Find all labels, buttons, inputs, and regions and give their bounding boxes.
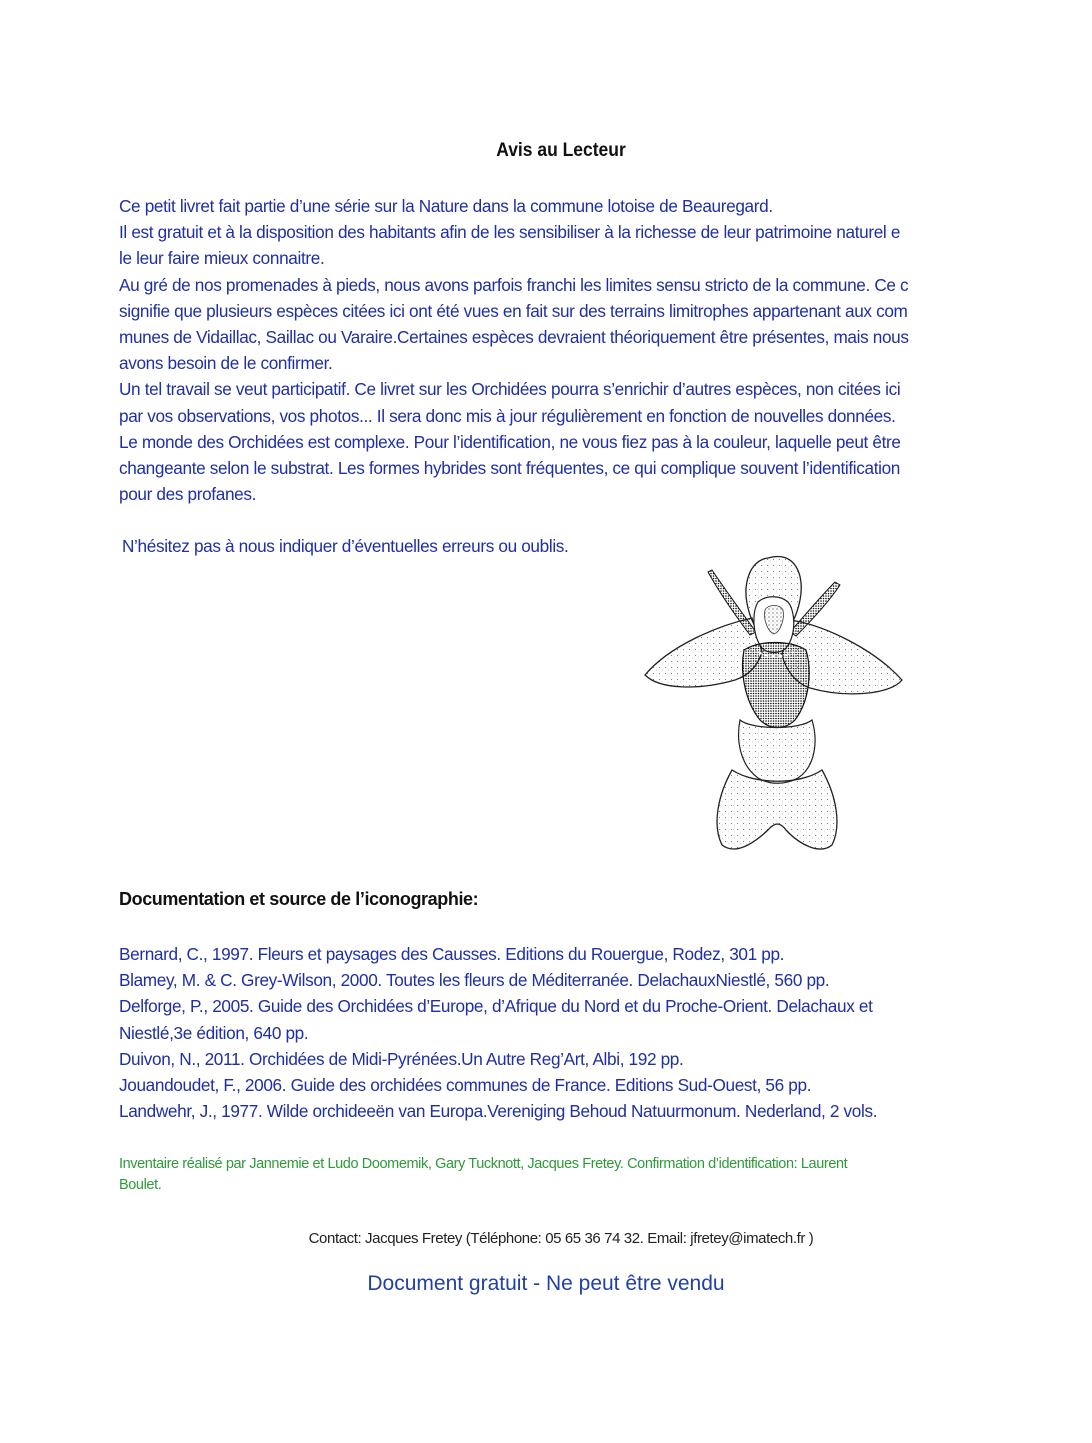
reference-item: Blamey, M. & C. Grey-Wilson, 2000. Toutes les fleurs de Méditerranée. DelachauxNiestlé, 560 pp.	[119, 970, 830, 991]
reference-item: Bernard, C., 1997. Fleurs et paysages des Causses. Editions du Rouergue, Rodez, 301 pp.	[119, 944, 785, 964]
intro-line: Le monde des Orchidées est complexe. Pour l’identification, ne vous fiez pas à la couleur, laquelle peut être	[119, 431, 901, 452]
orchid-flower-drawing-icon	[640, 540, 910, 860]
credit-line: Inventaire réalisé par Jannemie et Ludo Doomemik, Gary Tucknott, Jacques Fretey. Confirmation d’identification: Laurent	[119, 1156, 848, 1172]
contact-info: Contact: Jacques Fretey (Téléphone: 05 65 36 74 32. Email: jfretey@imatech.fr )	[308, 1230, 814, 1247]
reference-item: Delforge, P., 2005. Guide des Orchidées d’Europe, d’Afrique du Nord et du Proche-Orient. Delachaux et	[119, 996, 873, 1017]
intro-line: avons besoin de le confirmer.	[119, 353, 333, 374]
intro-line: munes de Vidaillac, Saillac ou Varaire.Certaines espèces devraient théoriquement être présentes, mais nous	[119, 327, 909, 348]
reference-item: Landwehr, J., 1977. Wilde orchideeën van Europa.Vereniging Behoud Natuurmonum. Nederland, 2 vols.	[119, 1101, 878, 1122]
reference-item: Duivon, N., 2011. Orchidées de Midi-Pyrénées.Un Autre Reg’Art, Albi, 192 pp.	[119, 1048, 684, 1069]
intro-line: Au gré de nos promenades à pieds, nous avons parfois franchi les limites sensu stricto de la commune. Ce c	[119, 274, 909, 295]
intro-line: changeante selon le substrat. Les formes hybrides sont fréquentes, ce qui complique souvent l’identification	[119, 458, 900, 479]
reference-list	[119, 941, 979, 1124]
intro-line: Un tel travail se veut participatif. Ce livret sur les Orchidées pourra s’enrichir d’autres espèces, non citées ici	[119, 379, 901, 400]
intro-line: Ce petit livret fait partie d’une série sur la Nature dans la commune lotoise de Beauregard.	[119, 196, 773, 216]
intro-line: par vos observations, vos photos... Il sera donc mis à jour régulièrement en fonction de nouvelles données.	[119, 405, 896, 426]
credit-line: Boulet.	[119, 1177, 162, 1193]
intro-line: pour des profanes.	[119, 484, 257, 505]
intro-paragraph	[119, 193, 975, 507]
documentation-heading: Documentation et source de l’iconographie:	[119, 889, 479, 909]
page-title: Avis au Lecteur	[496, 140, 626, 161]
free-document-notice: Document gratuit - Ne peut être vendu	[367, 1272, 725, 1295]
reference-item: Niestlé,3e édition, 640 pp.	[119, 1022, 309, 1043]
inventory-credit	[119, 1154, 979, 1196]
reference-item: Jouandoudet, F., 2006. Guide des orchidées communes de France. Editions Sud-Ouest, 56 pp.	[119, 1075, 812, 1096]
intro-line: Il est gratuit et à la disposition des habitants afin de les sensibiliser à la richesse de leur patrimoine naturel e	[119, 222, 901, 243]
error-report-hint: N’hésitez pas à nous indiquer d’éventuelles erreurs ou oublis.	[122, 536, 569, 556]
intro-line: signifie que plusieurs espèces citées ici ont été vues en fait sur des terrains limitrophes appartenant aux com	[119, 300, 908, 321]
intro-line: le leur faire mieux connaitre.	[119, 248, 325, 269]
